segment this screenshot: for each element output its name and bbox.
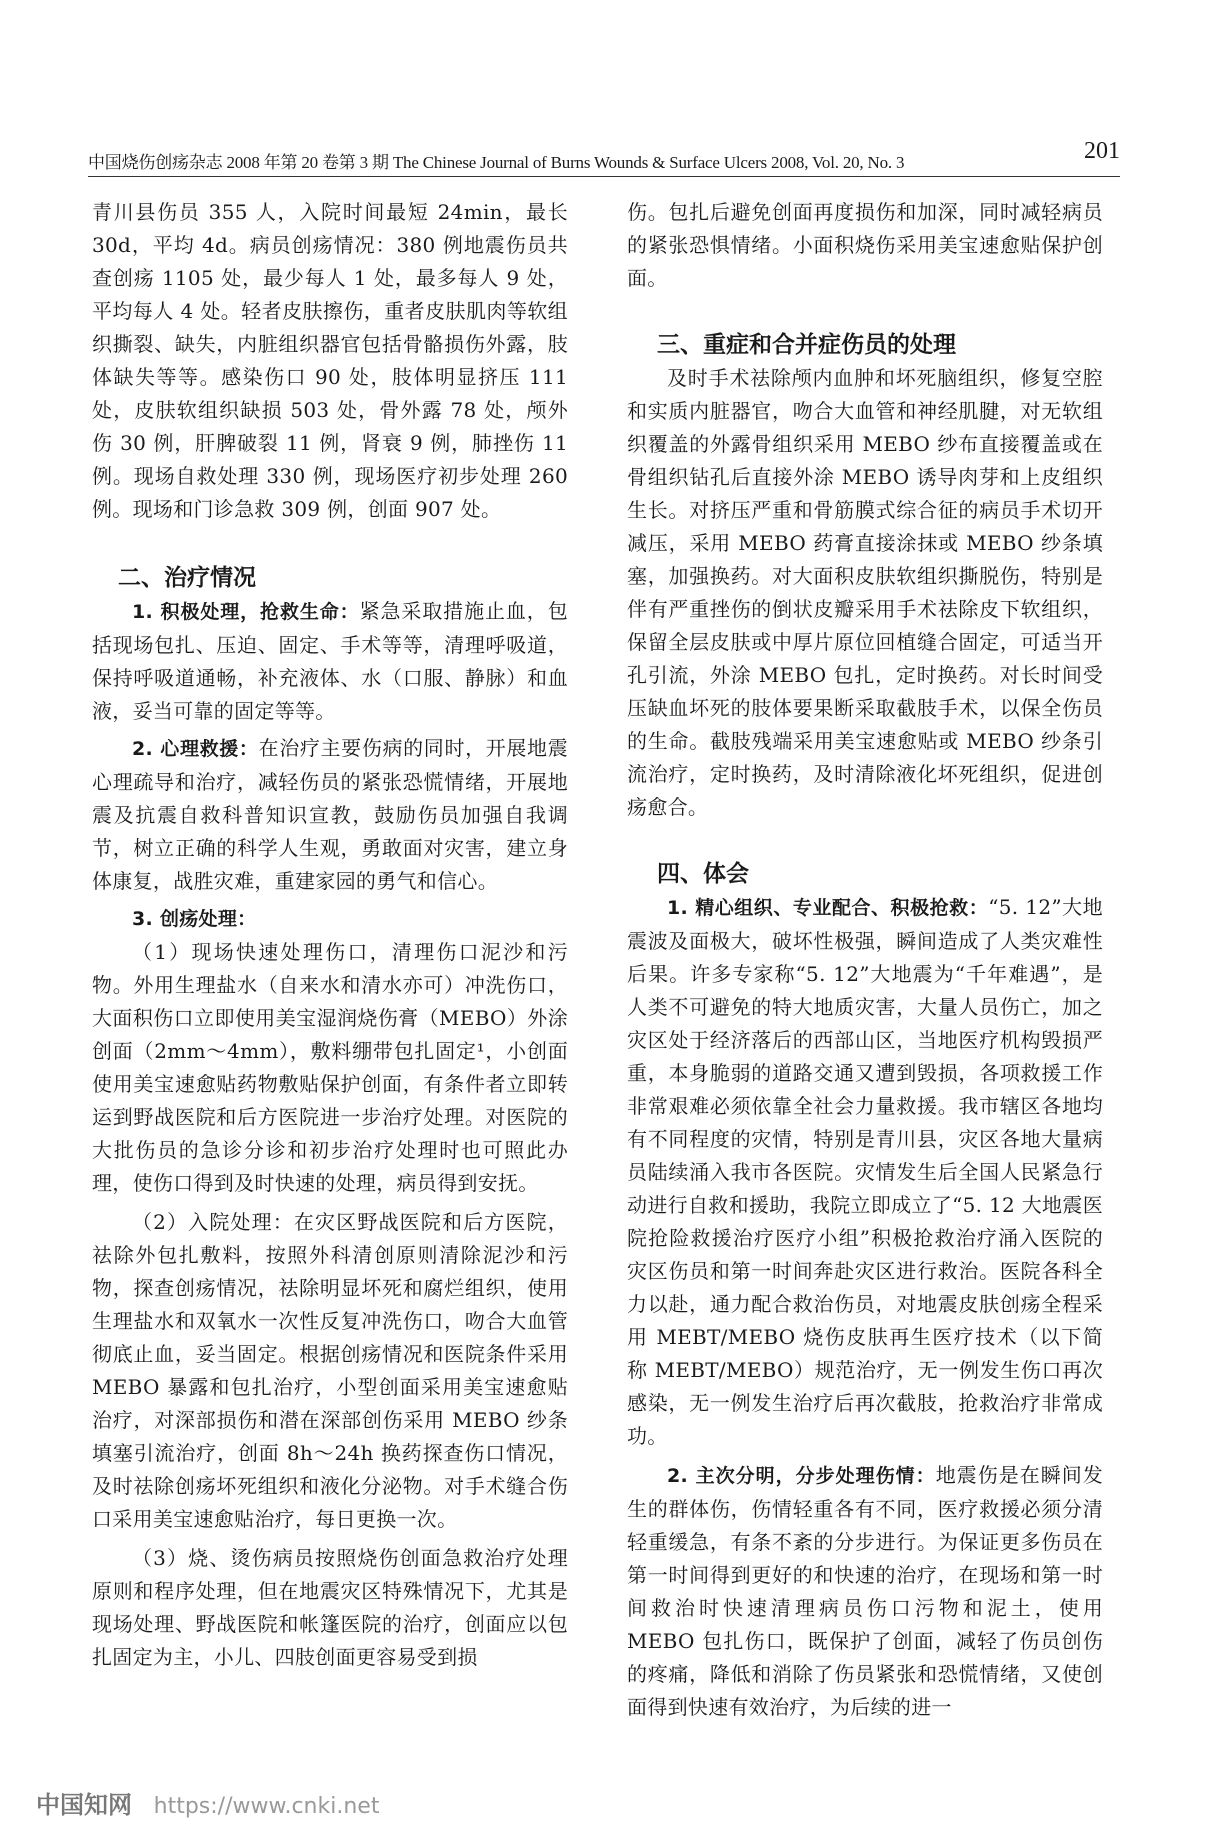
paragraph-lead: 1. 精心组织、专业配合、积极抢救： [667,897,989,919]
paragraph-active-treatment [92,595,568,728]
paragraph-severe-cases: 及时手术祛除颅内血肿和坏死脑组织，修复空腔和实质内脏器官，吻合大血管和神经肌腱，对无软组织覆盖的外露骨组织采用 MEBO 纱布直接覆盖或在骨组织钻孔后直接外涂 MEBO 诱导肉芽和上皮组织生长。对挤压严重和骨筋膜式综合征的病员手术切开减压，采用 MEBO 药膏直接涂抹或 MEBO 纱条填塞，加强换药。对大面积皮肤软组织撕脱伤，特别是伴有严重挫伤的倒状皮瓣采用手术祛除皮下软组织，保留全层皮肤或中厚片原位回植缝合固定，可适当开孔引流，外涂 MEBO 包扎，定时换药。对长时间受压缺血坏死的肢体要果断采取截肢手术，以保全伤员的生命。截肢残端采用美宝速愈贴或 MEBO 纱条引流治疗，定时换药，及时清除液化坏死组织，促进创疡愈合。 [627,366,1103,819]
paragraph-lead: 2. 主次分明，分步处理伤情： [667,1465,936,1487]
cnki-logo: 中国知网 [36,1791,132,1819]
cnki-url[interactable]: https://www.cnki.net [153,1794,380,1819]
section-heading-treatment: 二、治疗情况 [118,565,256,591]
paragraph-admission-treatment: （2）入院处理：在灾区野战医院和后方医院，祛除外包扎敷料，按照外科清创原则清除泥沙和污物，探查创疡情况，祛除明显坏死和腐烂组织，使用生理盐水和双氧水一次性反复冲洗伤口，吻合大血管彻底止血，妥当固定。根据创疡情况和医院条件采用 MEBO 暴露和包扎治疗，小型创面采用美宝速愈贴治疗，对深部损伤和潜在深部创伤采用 MEBO 纱条填塞引流治疗，创面 8h～24h 换药探查伤口情况，及时祛除创疡坏死组织和液化分泌物。对手术缝合伤口采用美宝速愈贴治疗，每日更换一次。 [92,1210,568,1531]
paragraph-onsite-treatment: （1）现场快速处理伤口，清理伤口泥沙和污物。外用生理盐水（自来水和清水亦可）冲洗伤口，大面积伤口立即使用美宝湿润烧伤膏（MEBO）外涂创面（2mm～4mm），敷料绷带包扎固定¹，小创面使用美宝速愈贴药物敷贴保护创面，有条件者立即转运到野战医院和后方医院进一步治疗处理。对医院的大批伤员的急诊分诊和初步治疗处理时也可照此办理，使伤口得到及时快速的处理，病员得到安抚。 [92,940,568,1195]
paragraph-wound-treatment-heading [92,902,568,936]
paragraph-text: 地震伤是在瞬间发生的群体伤，伤情轻重各有不同，医疗救援必须分清轻重缓急，有条不紊的分步进行。为保证更多伤员在第一时间得到更好的和快速的治疗，在现场和第一时间救治时快速清理病员伤口污物和泥土，使用 MEBO 包扎伤口，既保护了创面，减轻了伤员创伤的疼痛，降低和消除了伤员紧张和恐慌情绪，又使创面得到快速有效治疗，为后续的进一 [627,1463,1103,1719]
section-heading-severe-cases: 三、重症和合并症伤员的处理 [657,332,956,358]
paragraph-intro: 青川县伤员 355 人，入院时间最短 24min，最长 30d，平均 4d。病员创疡情况：380 例地震伤员共查创疡 1105 处，最少每人 1 处，最多每人 9 处，平均每人 4 处。轻者皮肤擦伤，重者皮肤肌肉等软组织撕裂、缺失，内脏组织器官包括骨骼损伤外露，肢体缺失等等。感染伤口 90 处，肢体明显挤压 111 处，皮肤软组织缺损 503 处，骨外露 78 处，颅外伤 30 例，肝脾破裂 11 例，肾衰 9 例，肺挫伤 11 例。现场自救处理 330 例，现场医疗初步处理 260 例。现场和门诊急救 309 例，创面 907 处。 [92,200,568,521]
paragraph-stepwise-treatment [627,1459,1103,1724]
paragraph-continued: 伤。包扎后避免创面再度损伤和加深，同时减轻病员的紧张恐惧情绪。小面积烧伤采用美宝速愈贴保护创面。 [627,200,1103,290]
paragraph-psychological-aid [92,732,568,898]
paragraph-burn-treatment: （3）烧、烫伤病员按照烧伤创面急救治疗处理原则和程序处理，但在地震灾区特殊情况下，尤其是现场处理、野战医院和帐篷医院的治疗，创面应以包扎固定为主，小儿、四肢创面更容易受到损 [92,1546,568,1669]
journal-running-title: 中国烧伤创疡杂志 2008 年第 20 卷第 3 期 The Chinese Journal of Burns Wounds & Surface Ulcers 2008, Vol. 20, No. 3 [88,153,905,172]
paragraph-lead: 1. 积极处理，抢救生命： [132,601,360,623]
cnki-watermark [36,1785,379,1820]
page-number: 201 [1084,138,1120,164]
paragraph-lead: 2. 心理救援： [132,738,259,760]
paragraph-text: “5. 12”大地震波及面极大，破坏性极强，瞬间造成了人类灾难性后果。许多专家称“5. 12”大地震为“千年难遇”，是人类不可避免的特大地质灾害，大量人员伤亡，加之灾区处于经济落后的西部山区，当地医疗机构毁损严重，本身脆弱的道路交通又遭到毁损，各项救援工作非常艰难必须依靠全社会力量救援。我市辖区各地均有不同程度的灾情，特别是青川县，灾区各地大量病员陆续涌入我市各医院。灾情发生后全国人民紧急行动进行自救和援助，我院立即成立了“5. 12 大地震医院抢险救援治疗医疗小组”积极抢救治疗涌入医院的灾区伤员和第一时间奔赴灾区进行救治。医院各科全力以赴，通力配合救治伤员，对地震皮肤创疡全程采用 MEBT/MEBO 烧伤皮肤再生医疗技术（以下简称 MEBT/MEBO）规范治疗，无一例发生伤口再次感染，无一例发生治疗后再次截肢，抢救治疗非常成功。 [627,895,1103,1448]
left-column [92,196,568,1674]
paragraph-text: 紧急采取措施止血，包括现场包扎、压迫、固定、手术等等，清理呼吸道，保持呼吸道通畅，补充液体、水（口服、静脉）和血液，妥当可靠的固定等等。 [92,599,568,723]
running-header [88,138,1120,177]
right-column [627,196,1103,1724]
paragraph-text: 在治疗主要伤病的同时，开展地震心理疏导和治疗，减轻伤员的紧张恐慌情绪，开展地震及抗震自救科普知识宣教，鼓励伤员加强自我调节，树立正确的科学人生观，勇敢面对灾害，建立身体康复，战胜灾难，重建家园的勇气和信心。 [92,736,569,893]
section-heading-experience: 四、体会 [657,861,749,887]
paragraph-organization [627,891,1103,1453]
paragraph-lead: 3. 创疡处理： [132,908,257,930]
